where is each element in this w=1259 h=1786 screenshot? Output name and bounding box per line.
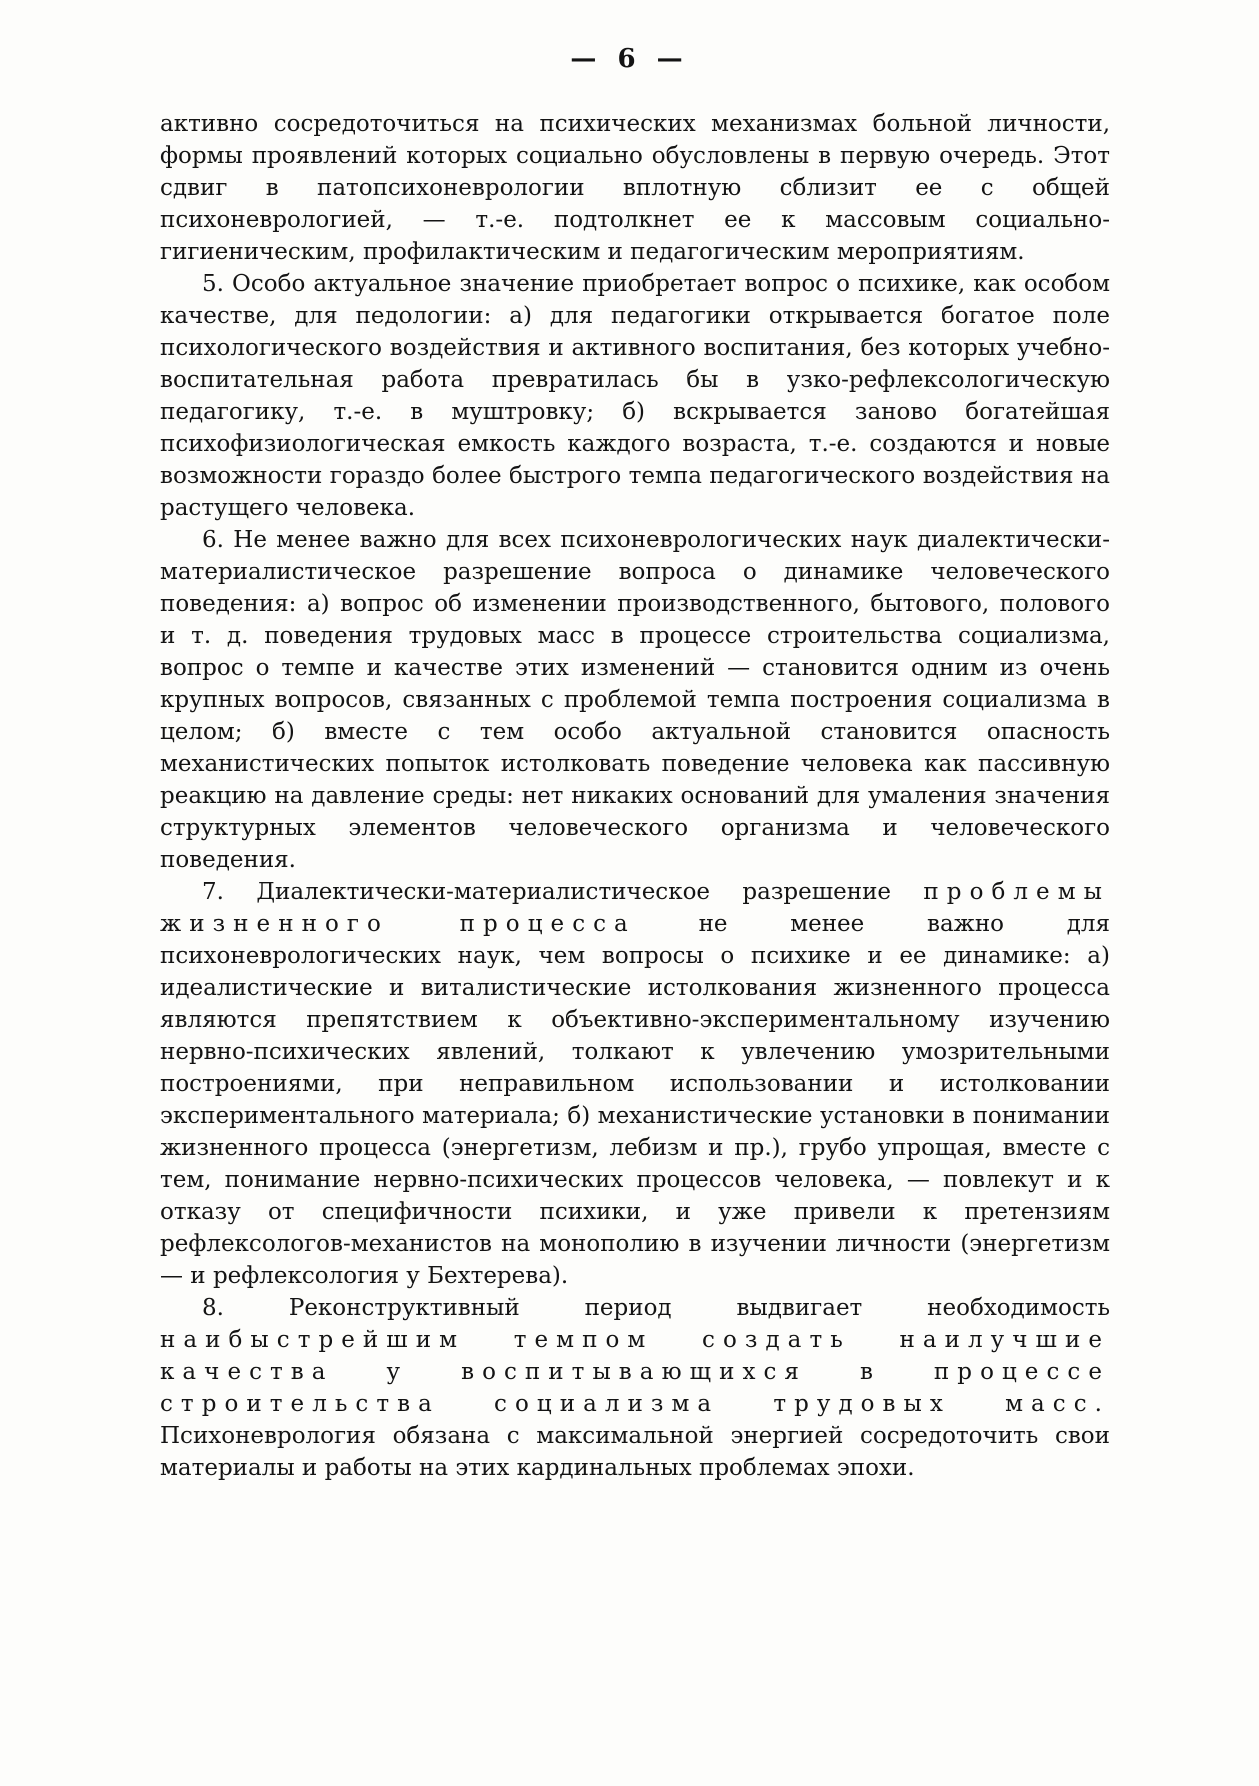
paragraph-6: 6. Не менее важно для всех психоневрологических наук диалектически-материалистическое разрешение вопроса о динамике человеческого поведения: а) вопрос об изменении производственного, бытового, полового и т. д. поведения трудовых масс в процессе строительства социализма, вопрос о темпе и качестве этих изменений — становится одним из очень крупных вопросов, связанных с проблемой темпа построения социализма в целом; б) вместе с тем особо актуальной становится опасность механистических попыток истолковать поведение человека как пассивную реакцию на давление среды: нет никаких оснований для умаления значения структурных элементов человеческого организма и человеческого поведения. bbox=[160, 527, 1110, 873]
paragraph-8-lead: 8. Реконструктивный период выдвигает необходимость bbox=[202, 1295, 1110, 1321]
paragraph-8 bbox=[160, 1292, 1110, 1484]
paragraph-7-rest: не менее важно для психоневрологических наук, чем вопросы о психике и ее динамике: а) идеалистические и виталистические истолкования жизненного процесса являются препятствием к объективно-экспериментальному изучению нервно-психических явлений, толкают к увлечению умозрительными построениями, при неправильном использовании и истолковании экспериментального материала; б) механистические установки в понимании жизненного процесса (энергетизм, лебизм и пр.), грубо упрощая, вместе с тем, понимание нервно-психических процессов человека, — повлекут и к отказу от специфичности психики, и уже привели к претензиям рефлексологов-механистов на монополию в изучении личности (энергетизм — и рефлексология у Бехтерева). bbox=[160, 911, 1110, 1289]
paragraph-8-emphasis: наибыстрейшим темпом создать наилучшие качества у воспитывающихся в процессе строительства социализма трудовых масс. bbox=[160, 1327, 1110, 1417]
paragraph-7-emphasis: проблемы жизненного процесса bbox=[160, 879, 1110, 937]
page-number: — 6 — bbox=[570, 44, 689, 74]
paragraph-7 bbox=[160, 876, 1110, 1292]
paragraph-8-rest: Психоневрология обязана с максимальной энергией сосредоточить свои материалы и работы на этих кардинальных проблемах эпохи. bbox=[160, 1423, 1110, 1481]
paragraph-7-lead: 7. Диалектически-материалистическое разрешение bbox=[202, 879, 892, 905]
document-body bbox=[160, 108, 1110, 1484]
paragraph-continued: активно сосредоточиться на психических механизмах больной личности, формы проявлений которых социально обусловлены в первую очередь. Этот сдвиг в патопсихоневрологии вплотную сблизит ее с общей психоневрологией, — т.-е. подтолкнет ее к массовым социально-гигиеническим, профилактическим и педагогическим мероприятиям. bbox=[160, 111, 1110, 265]
paragraph-5: 5. Особо актуальное значение приобретает вопрос о психике, как особом качестве, для педологии: а) для педагогики открывается богатое поле психологического воздействия и активного воспитания, без которых учебно-воспитательная работа превратилась бы в узко-рефлексологическую педагогику, т.-е. в муштровку; б) вскрывается заново богатейшая психофизиологическая емкость каждого возраста, т.-е. создаются и новые возможности гораздо более быстрого темпа педагогического воздействия на растущего человека. bbox=[160, 271, 1110, 521]
